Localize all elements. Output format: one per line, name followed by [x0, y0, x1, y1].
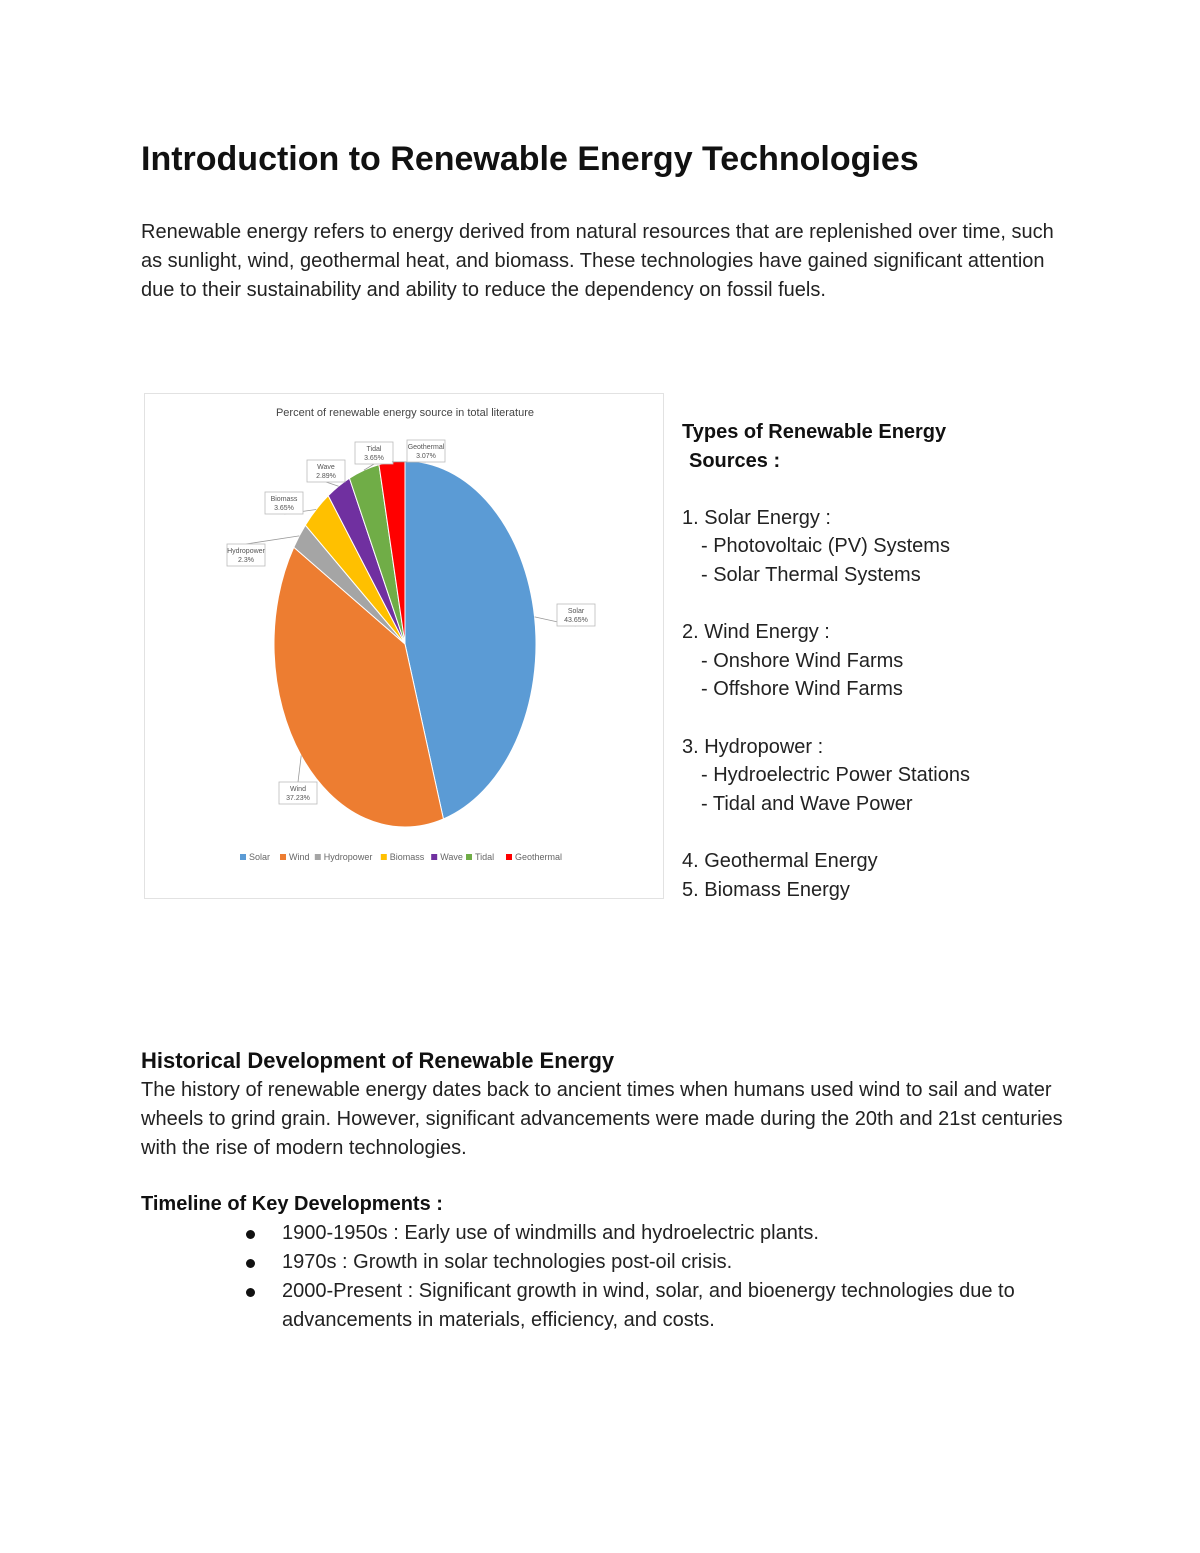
callout-label: 43.65%: [564, 617, 588, 624]
legend-label: Solar: [249, 852, 271, 862]
chart-title: Percent of renewable energy source in total literature: [275, 407, 535, 419]
callout-label: Wind: [290, 786, 306, 793]
history-body: The history of renewable energy dates back to ancient times when humans used wind to sail and water wheels to grind grain. However, significant advancements were made during the 20th and 21st centuries with the rise of modern technologies.: [141, 1079, 1063, 1159]
timeline-list: [141, 1219, 1071, 1335]
types-heading-line2: Sources :: [689, 449, 781, 472]
types-list: [682, 418, 1082, 904]
legend-label: Geothermal: [515, 852, 563, 862]
legend-label: Biomass: [389, 852, 425, 862]
callout-label: Tidal: [366, 446, 382, 453]
legend-label: Wave: [440, 852, 463, 862]
type-item: - Photovoltaic (PV) Systems: [701, 535, 950, 558]
callout-leader: [298, 756, 301, 782]
type-group-label: 1. Solar Energy :: [682, 506, 831, 529]
bullet-icon: [246, 1259, 255, 1268]
bullet-icon: [246, 1230, 255, 1239]
history-section: [141, 1046, 1071, 1335]
legend-label: Hydropower: [323, 852, 373, 862]
callout-leader: [326, 482, 339, 486]
type-item: - Onshore Wind Farms: [701, 649, 904, 672]
type-tail-item: 4. Geothermal Energy: [682, 849, 878, 872]
callout-label: 3.65%: [274, 505, 294, 512]
type-item: - Hydroelectric Power Stations: [701, 764, 970, 787]
callout-label: 37.23%: [286, 795, 310, 802]
legend-swatch: [315, 854, 321, 860]
callout-label: Wave: [317, 464, 335, 471]
timeline-item: 1900-1950s : Early use of windmills and hydroelectric plants.: [282, 1219, 1071, 1248]
callout-label: Solar: [567, 608, 585, 615]
intro-paragraph: Renewable energy refers to energy derived from natural resources that are replenished over time, such as sunlight, wind, geothermal heat, and biomass. These technologies have gained significant attention due to their sustainability and ability to reduce the dependency on fossil fuels.: [141, 221, 1054, 301]
timeline-heading: Timeline of Key Developments :: [141, 1193, 443, 1215]
legend-swatch: [431, 854, 437, 860]
type-group-label: 3. Hydropower :: [682, 735, 824, 758]
bullet-icon: [246, 1288, 255, 1297]
callout-label: 3.07%: [416, 453, 436, 460]
legend-swatch: [381, 854, 387, 860]
legend-label: Tidal: [475, 852, 495, 862]
timeline-item: 2000-Present : Significant growth in wind, solar, and bioenergy technologies due to advancements in materials, efficiency, and costs.: [282, 1277, 1071, 1335]
type-item: - Offshore Wind Farms: [701, 678, 903, 701]
pie-chart: [145, 394, 663, 898]
history-heading: Historical Development of Renewable Energy: [141, 1048, 615, 1073]
pie-slices: [274, 461, 536, 827]
callout-label: Hydropower: [227, 548, 265, 555]
callout-label: Geothermal: [407, 444, 445, 451]
legend-swatch: [466, 854, 472, 860]
callout-label: Biomass: [270, 496, 298, 503]
document-title: Introduction to Renewable Energy Technologies: [141, 140, 919, 178]
callout-label: 2.3%: [238, 557, 254, 564]
callout-label: 2.89%: [316, 473, 336, 480]
legend-swatch: [280, 854, 286, 860]
types-heading-line1: Types of Renewable Energy: [682, 421, 947, 443]
timeline-item: 1970s : Growth in solar technologies post-oil crisis.: [282, 1248, 1071, 1277]
legend-swatch: [506, 854, 512, 860]
pie-chart-figure: [144, 393, 664, 899]
type-item: - Tidal and Wave Power: [701, 792, 913, 815]
type-item: - Solar Thermal Systems: [701, 563, 921, 586]
type-tail-item: 5. Biomass Energy: [682, 878, 850, 901]
legend-swatch: [240, 854, 246, 860]
callout-leader: [246, 536, 299, 544]
type-group-label: 2. Wind Energy :: [682, 621, 830, 644]
callout-label: 3.65%: [364, 455, 384, 462]
legend-label: Wind: [289, 852, 310, 862]
chart-legend: [240, 852, 562, 862]
